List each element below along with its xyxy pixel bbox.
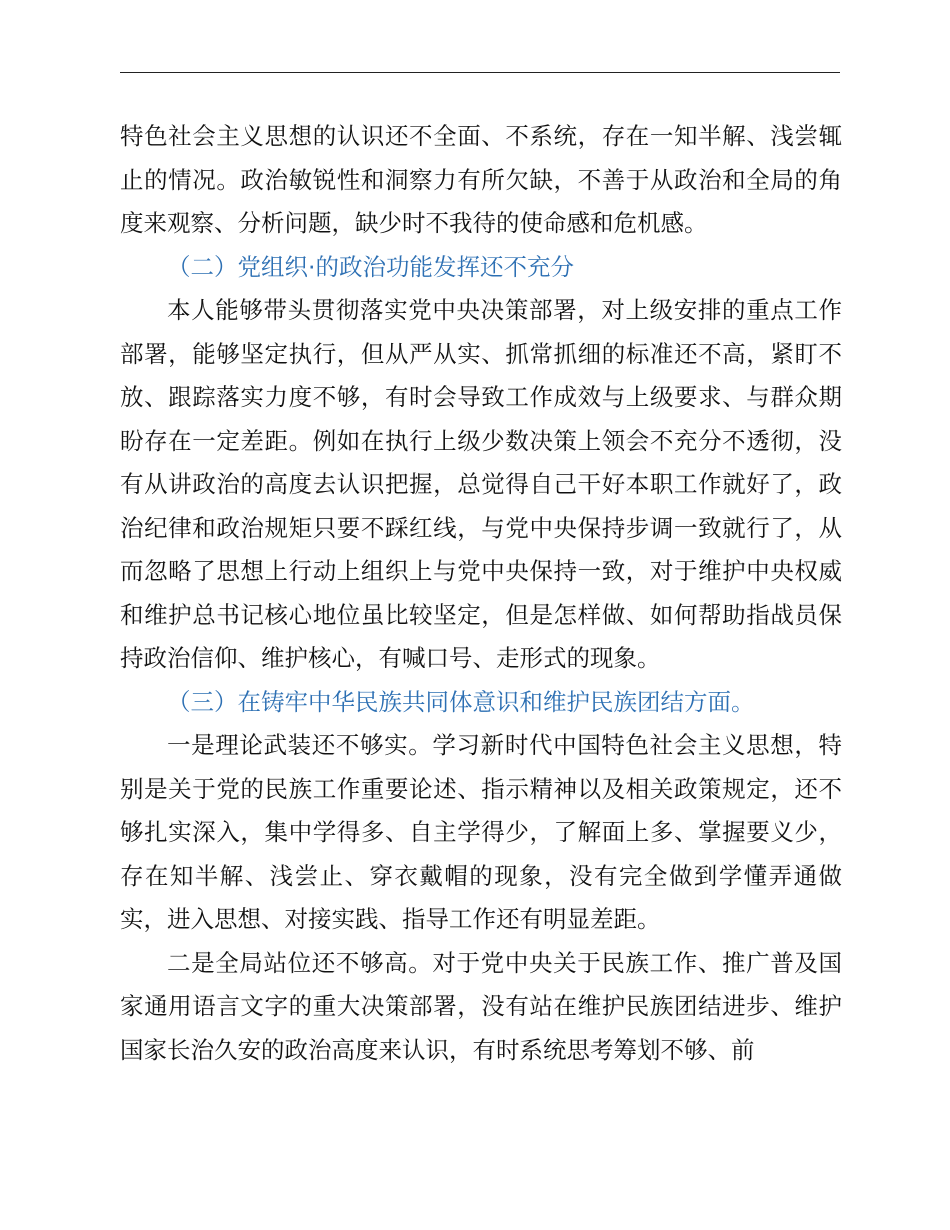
section-heading-3: （三）在铸牢中华民族共同体意识和维护民族团结方面。	[167, 687, 755, 716]
document-body	[120, 115, 842, 1072]
paragraph-section-2: 本人能够带头贯彻落实党中央决策部署，对上级安排的重点工作部署，能够坚定执行，但从严从实、抓常抓细的标准还不高，紧盯不放、跟踪落实力度不够，有时会导致工作成效与上级要求、与群众期盼存在一定差距。例如在执行上级少数决策上领会不充分不透彻，没有从讲政治的高度去认识把握，总觉得自己干好本职工作就好了，政治纪律和政治规矩只要不踩红线，与党中央保持步调一致就行了，从而忽略了思想上行动上组织上与党中央保持一致，对于维护中央权威和维护总书记核心地位虽比较坚定，但是怎样做、如何帮助指战员保持政治信仰、维护核心，有喊口号、走形式的现象。	[120, 296, 842, 672]
paragraph-section-3b: 二是全局站位还不够高。对于党中央关于民族工作、推广普及国家通用语言文字的重大决策部署，没有站在维护民族团结进步、维护国家长治久安的政治高度来认识，有时系统思考筹划不够、前	[120, 948, 842, 1064]
paragraph-continuation: 特色社会主义思想的认识还不全面、不系统，存在一知半解、浅尝辄止的情况。政治敏锐性和洞察力有所欠缺，不善于从政治和全局的角度来观察、分析问题，缺少时不我待的使命感和危机感。	[120, 122, 842, 237]
header-rule	[120, 72, 840, 73]
section-heading-2: （二）党组织·的政治功能发挥还不充分	[167, 252, 574, 281]
paragraph-section-3a: 一是理论武装还不够实。学习新时代中国特色社会主义思想，特别是关于党的民族工作重要论述、指示精神以及相关政策规定，还不够扎实深入，集中学得多、自主学得少，了解面上多、掌握要义少，存在知半解、浅尝止、穿衣戴帽的现象，没有完全做到学懂弄通做实，进入思想、对接实践、指导工作还有明显差距。	[120, 731, 842, 933]
